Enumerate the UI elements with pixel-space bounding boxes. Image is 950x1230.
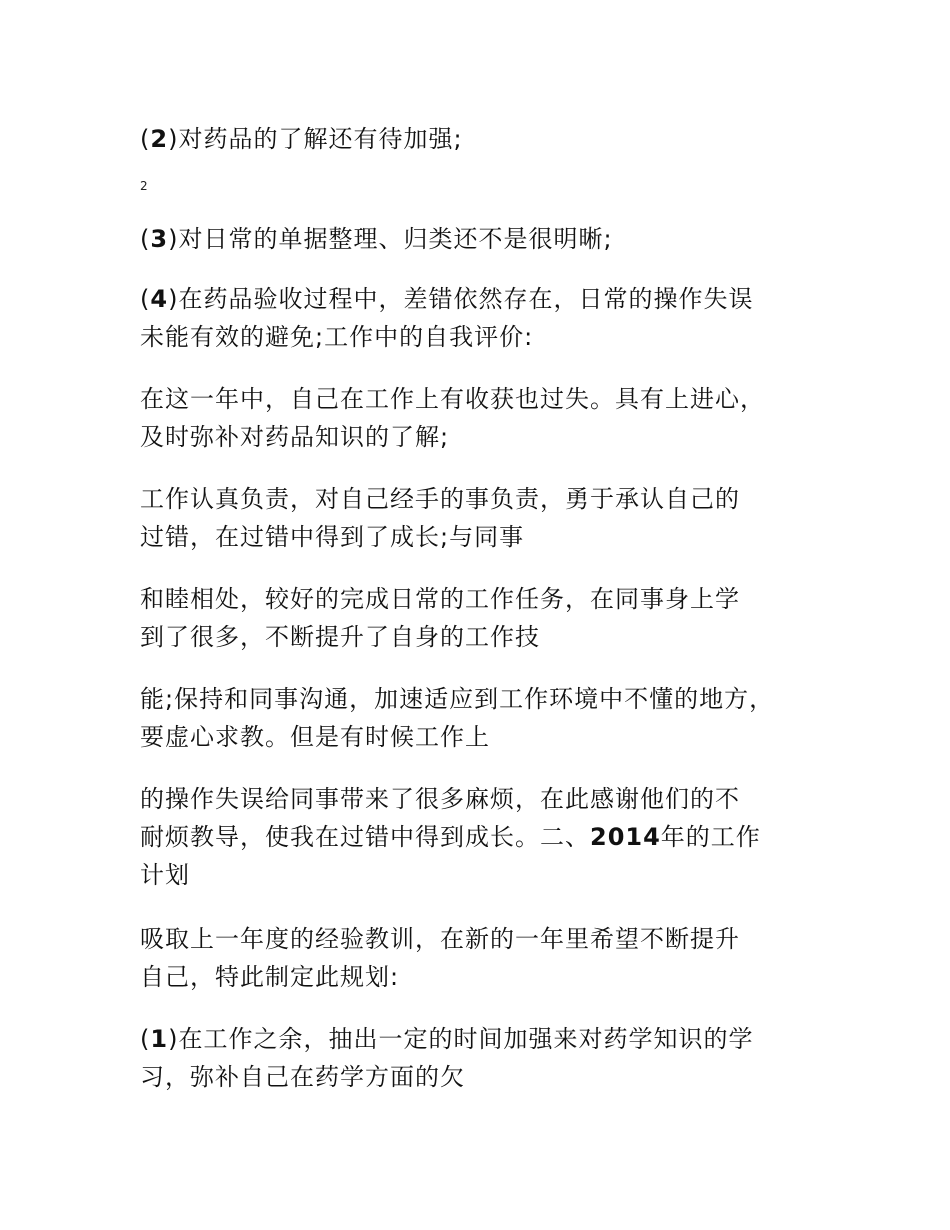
- paragraph-responsibility: [140, 480, 830, 556]
- text-line: 自己，特此制定此规划:: [140, 963, 400, 991]
- paragraph-self-evaluation: [140, 380, 830, 456]
- text-line: (4)在药品验收过程中，差错依然存在，日常的操作失误: [140, 285, 754, 313]
- text-line: (2)对药品的了解还有待加强;: [140, 125, 463, 153]
- paragraph-plan-intro: [140, 920, 830, 996]
- text-line: 能;保持和同事沟通，加速适应到工作环境中不懂的地方，: [140, 685, 775, 713]
- text-line: 要虚心求教。但是有时候工作上: [140, 723, 490, 751]
- text-line: 和睦相处，较好的完成日常的工作任务，在同事身上学: [140, 585, 740, 613]
- paragraph-item-4: [140, 280, 830, 356]
- paragraph-item-3: [140, 220, 830, 258]
- page-number: 2: [140, 179, 148, 193]
- year-number: 2014: [590, 823, 661, 851]
- text-line: (3)对日常的单据整理、归类还不是很明晰;: [140, 225, 613, 253]
- text-line: 工作认真负责，对自己经手的事负责，勇于承认自己的: [140, 485, 740, 513]
- text-line: 吸取上一年度的经验教训，在新的一年里希望不断提升: [140, 925, 740, 953]
- text-line: 习，弥补自己在药学方面的欠: [140, 1063, 465, 1091]
- text-line: 及时弥补对药品知识的了解;: [140, 423, 450, 451]
- item-number: 3: [150, 225, 169, 253]
- paragraph-colleagues: [140, 580, 830, 656]
- item-number: 2: [150, 125, 169, 153]
- text-line: 耐烦教导，使我在过错中得到成长。二、2014年的工作: [140, 823, 761, 851]
- item-number: 1: [150, 1025, 169, 1053]
- paragraph-plan-item-1: [140, 1020, 830, 1096]
- paragraph-mistakes: [140, 780, 830, 894]
- text-line: 计划: [140, 861, 190, 889]
- text-line: 过错，在过错中得到了成长;与同事: [140, 523, 525, 551]
- paragraph-communication: [140, 680, 830, 756]
- text-line: 到了很多，不断提升了自身的工作技: [140, 623, 540, 651]
- text-line: 的操作失误给同事带来了很多麻烦，在此感谢他们的不: [140, 785, 740, 813]
- text-line: 未能有效的避免;工作中的自我评价:: [140, 323, 534, 351]
- text-line: (1)在工作之余，抽出一定的时间加强来对药学知识的学: [140, 1025, 754, 1053]
- item-number: 4: [150, 285, 169, 313]
- paragraph-item-2: [140, 120, 830, 158]
- text-line: 在这一年中，自己在工作上有收获也过失。具有上进心，: [140, 385, 765, 413]
